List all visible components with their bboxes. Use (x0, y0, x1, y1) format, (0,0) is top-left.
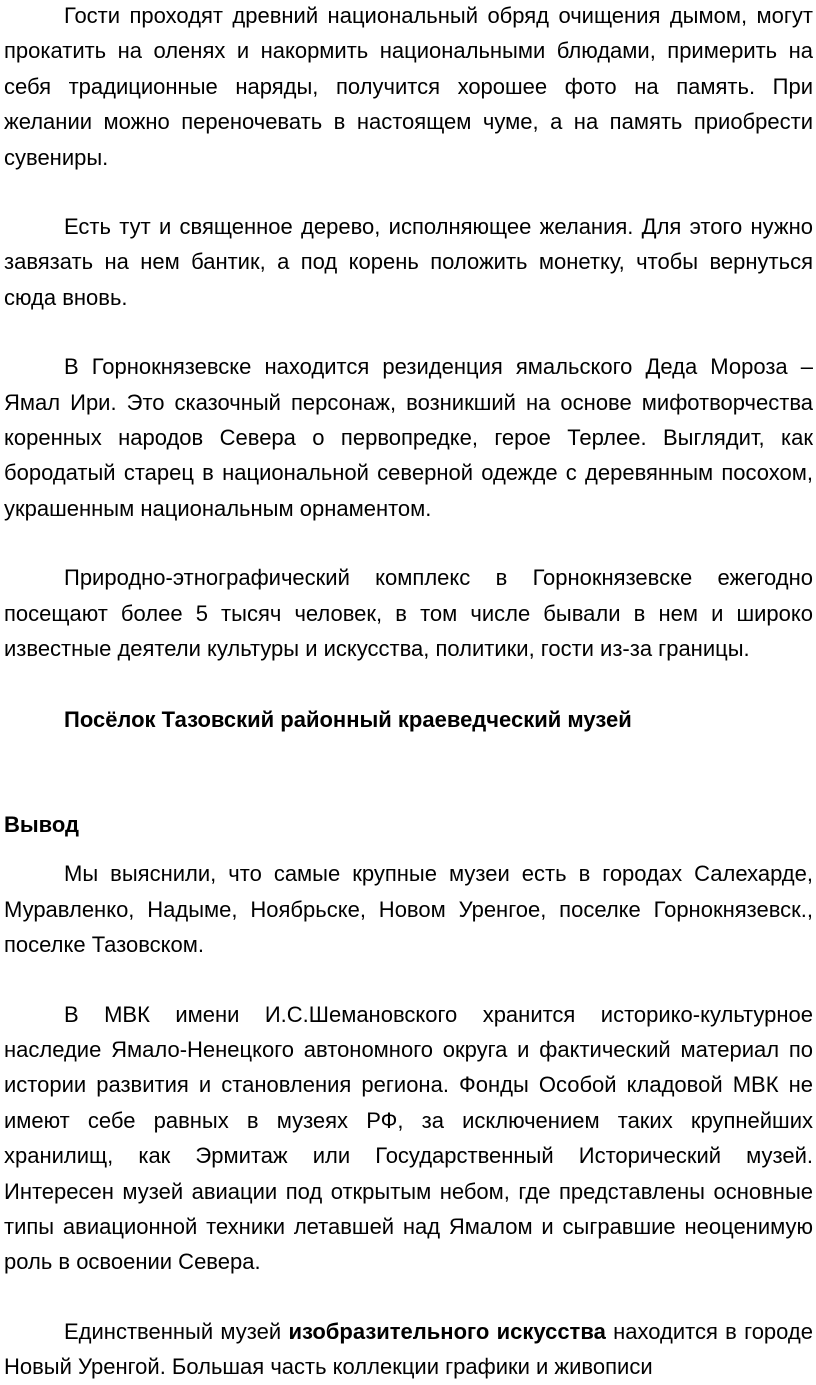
paragraph-ritual: Гости проходят древний национальный обряд очищения дымом, могут прокатить на оленях и накормить национальными блюдами, примерить на себя традиционные наряды, получится хорошее фото на память. При желании можно переночевать в настоящем чуме, а на память приобрести сувениры. (4, 3, 813, 170)
heading-tazovsky-museum: Посёлок Тазовский районный краеведческий музей (64, 706, 632, 732)
heading-conclusion: Вывод (4, 811, 80, 837)
fine-arts-text-start: Единственный музей (64, 1318, 289, 1344)
paragraph-fine-arts-museum (4, 1314, 813, 1385)
fine-arts-text-end: находится в городе Новый Уренгой. Большая часть коллекции графики и живописи (4, 1318, 813, 1380)
paragraph-largest-museums: Мы выяснили, что самые крупные музеи есть в городах Салехарде, Муравленко, Надыме, Ноябрьске, Новом Уренгое, поселке Горнокнязевск., поселке Тазовском. (4, 861, 813, 958)
paragraph-sacred-tree: Есть тут и священное дерево, исполняющее желания. Для этого нужно завязать на нем бантик, а под корень положить монетку, чтобы вернуться сюда вновь. (4, 214, 813, 310)
paragraph-ethno-complex: Природно-этнографический комплекс в Горнокнязевске ежегодно посещают более 5 тысяч человек, в том числе бывали в нем и широко известные деятели культуры и искусства, политики, гости из-за границы. (4, 565, 813, 662)
paragraph-ded-moroz: В Горнокнязевске находится резиденция ямальского Деда Мороза – Ямал Ири. Это сказочный персонаж, возникший на основе мифотворчества коренных народов Севера о первопредке, герое Терлее. Выглядит, как бородатый старец в национальной северной одежде с деревянным посохом, украшенным национальным орнаментом. (4, 354, 813, 521)
paragraph-mvk-shemanovsky: В МВК имени И.С.Шемановского хранится историко-культурное наследие Ямало-Ненецкого автономного округа и фактический материал по истории развития и становления региона. Фонды Особой кладовой МВК не имеют себе равных в музеях РФ, за исключением таких крупнейших хранилищ, как Эрмитаж или Государственный Исторический музей. Интересен музей авиации под открытым небом, где представлены основные типы авиационной техники летавшей над Ямалом и сыгравшие неоценимую роль в освоении Севера. (4, 1001, 813, 1275)
fine-arts-emphasis: изобразительного искусства (288, 1318, 606, 1344)
